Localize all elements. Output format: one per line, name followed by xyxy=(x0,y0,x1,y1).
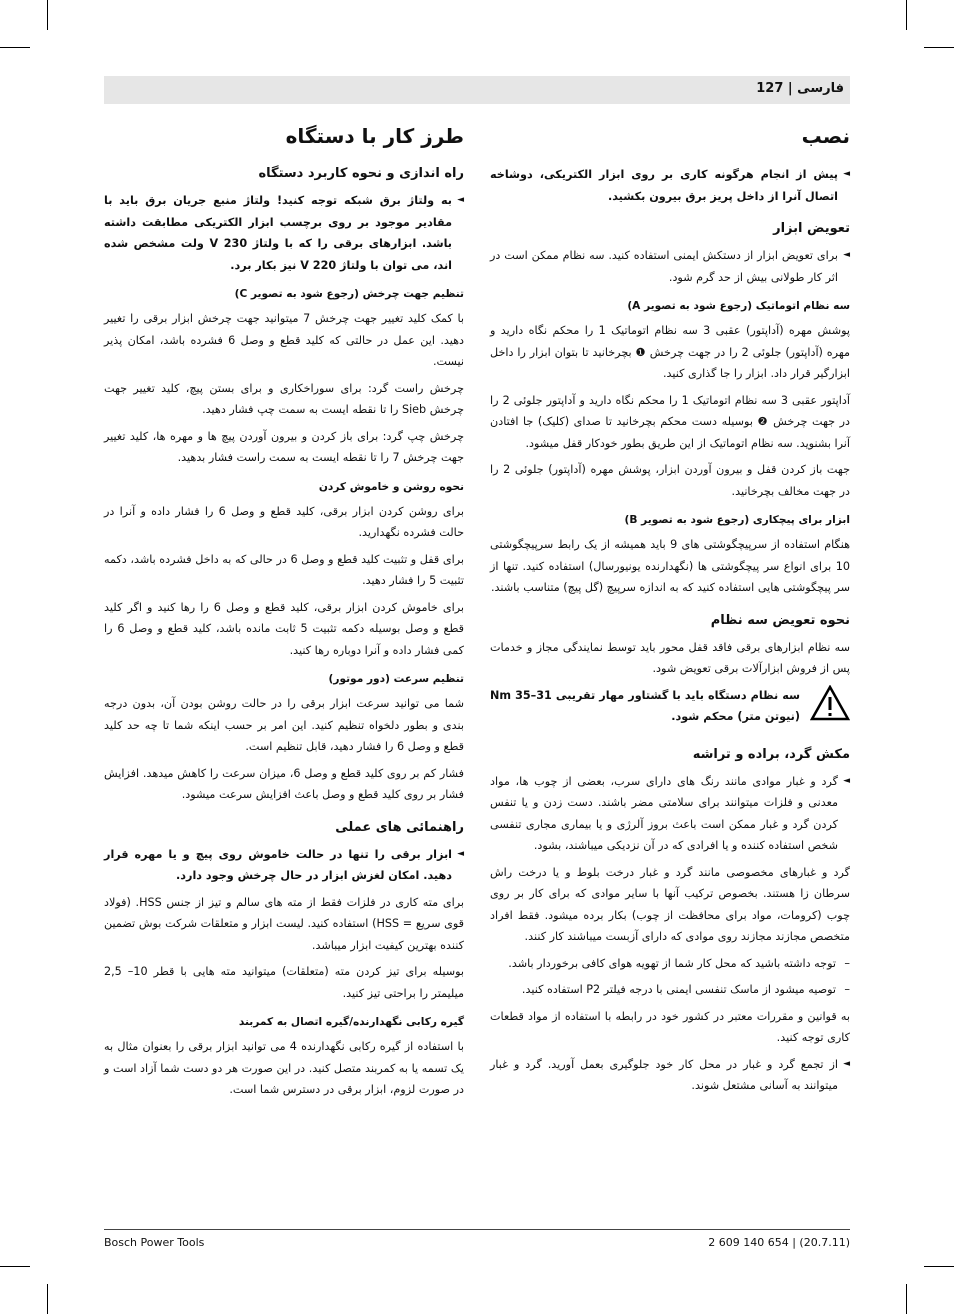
paragraph: با استفاده از گیره رکابی نگهدارنده 4 می توانید ابزار برقی را بعنوان مثال به یک تسمه یا به کمربند متصل کنید. در این صورت هر دو دست شما آزاد است و در صورت لزوم، ابزار برقی در دسترس شما است. xyxy=(104,1040,464,1096)
paragraph: برای روشن کردن ابزار برقی، کلید قطع و وصل 6 را فشار داده و آنرا در حالت فشرده نگهدارید. xyxy=(104,504,464,539)
footer-brand: Bosch Power Tools xyxy=(104,1236,205,1249)
startup-heading: راه اندازی و نحوه کاربرد دستگاه xyxy=(258,166,464,181)
warning-block xyxy=(490,685,850,733)
page-footer xyxy=(104,1229,850,1249)
paragraph: جهت باز کردن قفل و بیرون آوردن ابزار، پوشش مهره (آداپتور) جلوئی 2 را در جهت مخالف بچرخانید. xyxy=(490,463,850,498)
voltage-bullet: ◄ به ولتاژ برق شبکه توجه کنید! ولتاژ منبع جریان برق باید با مقادیر موجود بر روی برچسب ابزار الکتریکی مطابقت داشته باشد. ابزارهای برقی را که با ولتاژ 230 V ولت مشخص شده اند، می توان با ولتاژ 220 V نیز بکار برد. xyxy=(104,190,464,276)
paragraph: گرد و غبارهای مخصوصی مانند گرد و غبار درخت بلوط و یا درخت راش سرطان زا هستند. بخصوص ترکیب آنها با سایر موادی که برای کار بر روی چوب (کرومات، مواد برای محافظت از چوب) بکار برده میشود. فقط افراد متخصص مجازند مجازند روی موادی که دارای آزبست میباشند کار کنند. xyxy=(490,865,850,943)
paragraph: با کمک کلید تغییر جهت چرخش 7 میتوانید جهت چرخش ابزار برقی را تغییر دهید. این عمل در حالتی که کلید قطع و وصل 6 فشرده باشد، امکان پذیر نیست. xyxy=(104,312,465,368)
section-title: نصب xyxy=(801,124,850,148)
dust-dash-1: – توجه داشته باشید که محل کار شما از تهویه هوای کافی برخوردار باشد. xyxy=(490,953,850,975)
intro-bullet: ◄ پیش از انجام هرگونه کاری بر روی ابزار الکتریکی، دوشاخه اتصال آنرا از داخل پریز برق بیرون بکشید. xyxy=(490,164,850,207)
paragraph: برای قفل و تثبیت کلید قطع و وصل 6 در حالی که به داخل فشرده باشد، دکمه تثبیت 5 را فشار دهید. xyxy=(104,552,464,587)
screwdriver-heading: ابزار برای پیچکاری (رجوع شود به تصویر B) xyxy=(624,514,850,526)
paragraph: سه نظام ابزارهای برقی فاقد قفل محور باید توسط نمایندگی مجاز و خدمات پس از فروش ابزارآلات برقی تعویض شود. xyxy=(490,640,850,675)
direction-heading: تنظیم جهت چرخش (رجوع شود به تصویر C) xyxy=(234,288,464,300)
paragraph: چرخش چپ گرد: برای باز کردن و بیرون آوردن پیچ ها و مهره ها، کلید تغییر جهت چرخش 7 را تا نقطه ایست به سمت راست فشار بدهید. xyxy=(104,429,464,464)
page-number-label: فارسی | 127 xyxy=(756,81,844,96)
warning-text: سه نظام دستگاه باید با گشتاور مهار تقریبی 31–35 Nm (نیوتن متر) محکم شود. xyxy=(490,688,800,723)
section-title: طرز کار با دستگاه xyxy=(285,124,464,148)
footer-doc-number: 2 609 140 654 | (20.7.11) xyxy=(708,1236,850,1249)
warning-icon xyxy=(810,685,850,721)
right-column xyxy=(490,118,850,1102)
crop-mark xyxy=(47,1284,48,1314)
onoff-heading: نحوه روشن و خاموش کردن xyxy=(318,480,464,493)
dust-bullet-1: ◄ گرد و غبار موادی مانند رنگ های دارای سرب، بعضی از چوب ها، مواد معدنی و فلزات میتوانند برای سلامتی مضر باشند. دست زدن و یا تنفس کردن گرد و غبار ممکن است باعث بروز آلرژی و یا بیماری مجاری تنفسی شخص استفاده کننده و یا افرادی که در آن نزدیکی میباشند، بشود. xyxy=(490,771,850,857)
crop-mark xyxy=(924,1266,954,1267)
paragraph: آداپتور عقبی 3 سه نظام اتوماتیک 1 را محکم نگاه دارید و آداپتور جلوئی 2 را در جهت چرخش ❷ بوسیله دست محکم بچرخانید تا صدای (کلیک) جا افتادن آنرا بشنوید. سه نظام اتوماتیک از این طریق بطور خودکار قفل میشود. xyxy=(490,393,850,450)
dust-dash-2: – توصیه میشود از ماسک تنفسی ایمنی با درجه فیلتر P2 استفاده کنید. xyxy=(490,979,850,1001)
paragraph: بوسیله برای تیز کردن مته (متعلقات) میتوانید مته هایی با قطر 10– 2,5 میلیمتر را براحتی تیز کنید. xyxy=(104,965,465,1000)
crop-mark xyxy=(906,0,907,30)
holder-heading: گیره رکابی نگهدارنده/گیره اتصال به کمربند xyxy=(238,1016,464,1028)
crop-mark xyxy=(47,0,48,30)
crop-mark xyxy=(924,47,954,48)
crop-mark xyxy=(0,47,30,48)
crop-mark xyxy=(906,1284,907,1314)
paragraph: به قوانین و مقررات معتبر در کشور خود در رابطه با استفاده از مواد قطعات کاری توجه کنید. xyxy=(490,1009,850,1044)
crop-mark xyxy=(0,1266,30,1267)
page-header xyxy=(104,76,850,104)
chuck-change-heading: نحوه تعویض سه نظام xyxy=(710,612,850,628)
tips-heading: راهنمائی های عملی xyxy=(335,819,464,835)
tool-change-bullet: ◄ برای تعویض ابزار از دستکش ایمنی استفاده کنید. سه نظام ممکن است در اثر کار طولانی بیش از حد گرم شود. xyxy=(490,245,850,288)
speed-heading: تنظیم سرعت (دور موتور) xyxy=(328,673,464,685)
auto-lock-heading: سه نظام اتوماتیک (رجوع شود به تصویر A) xyxy=(627,300,850,312)
paragraph: برای مته کاری در فلزات فقط از مته های سالم و تیز از جنس HSS. (فولاد قوی سریع = HSS) استفاده کنید. لیست ابزار و متعلقات شرکت بوش تضمین کننده بهترین کیفیت ابزار میباشد. xyxy=(104,895,465,952)
paragraph: شما می توانید سرعت ابزار برقی را در حالت روشن بودن آن، بدون درجه بندی و بطور دلخواه تنظیم کنید. این امر بر حسب اینکه شما تا چه حد کلید قطع و وصل 6 را فشار دهید، قابل تنظیم است. xyxy=(104,697,464,753)
dust-bullet-2: ◄ از تجمع گرد و غبار در محل کار خود جلوگیری بعمل آورید. گرد و غبار میتوانند به آسانی مشتعل شوند. xyxy=(490,1054,850,1097)
paragraph: چرخش راست گرد: برای سوراخکاری و برای بستن پیچ، کلید تغییر جهت چرخش Sieb را تا نقطه ایست به سمت چپ فشار دهید. xyxy=(104,381,464,416)
tool-change-heading: تعویض ابزار xyxy=(773,221,850,236)
paragraph: فشار کم بر روی کلید قطع و وصل 6، میزان سرعت را کاهش میدهد. افزایش فشار بر روی کلید قطع و وصل باعث افزایش سرعت میشود. xyxy=(104,766,464,801)
left-column xyxy=(104,118,464,1106)
tips-bullet: ◄ ابزار برقی را تنها در حالت خاموش روی پیچ و یا مهره قرار دهید. امکان لغزش ابزار در حال چرخش وجود دارد. xyxy=(104,844,464,887)
paragraph: هنگام استفاده از سرپیچگوشتی های 9 باید همیشه از یک رابط سرپیچگوشتی 10 برای انواع سر پیچگوشتی ها (نگهدارنده یونیورسال) استفاده کنید. تنها از سر پیچگوشتی هایی استفاده کنید که به اندازه سرپیچ (گل پیچ) متناسب باشند. xyxy=(490,538,850,594)
dust-heading: مکش گرد، براده و تراشه xyxy=(692,746,850,762)
paragraph: برای خاموش کردن ابزار برقی، کلید قطع و وصل 6 را رها کنید و اگر کلید قطع و وصل بوسیله دکمه تثبیت 5 ثابت مانده باشد، کلید قطع و وصل 6 را کمی فشار داده و آنرا دوباره رها کنید. xyxy=(104,600,464,657)
paragraph: پوشش مهره (آداپتور) عقبی 3 سه نظام اتوماتیک 1 را محکم نگاه دارید و مهره (آداپتور) جلوئی 2 را در جهت چرخش ❶ بچرخانید تا بتوان ابزار را داخل ابزارگیر قرار داد. ابزار را جا گذاری کنید. xyxy=(490,324,850,380)
